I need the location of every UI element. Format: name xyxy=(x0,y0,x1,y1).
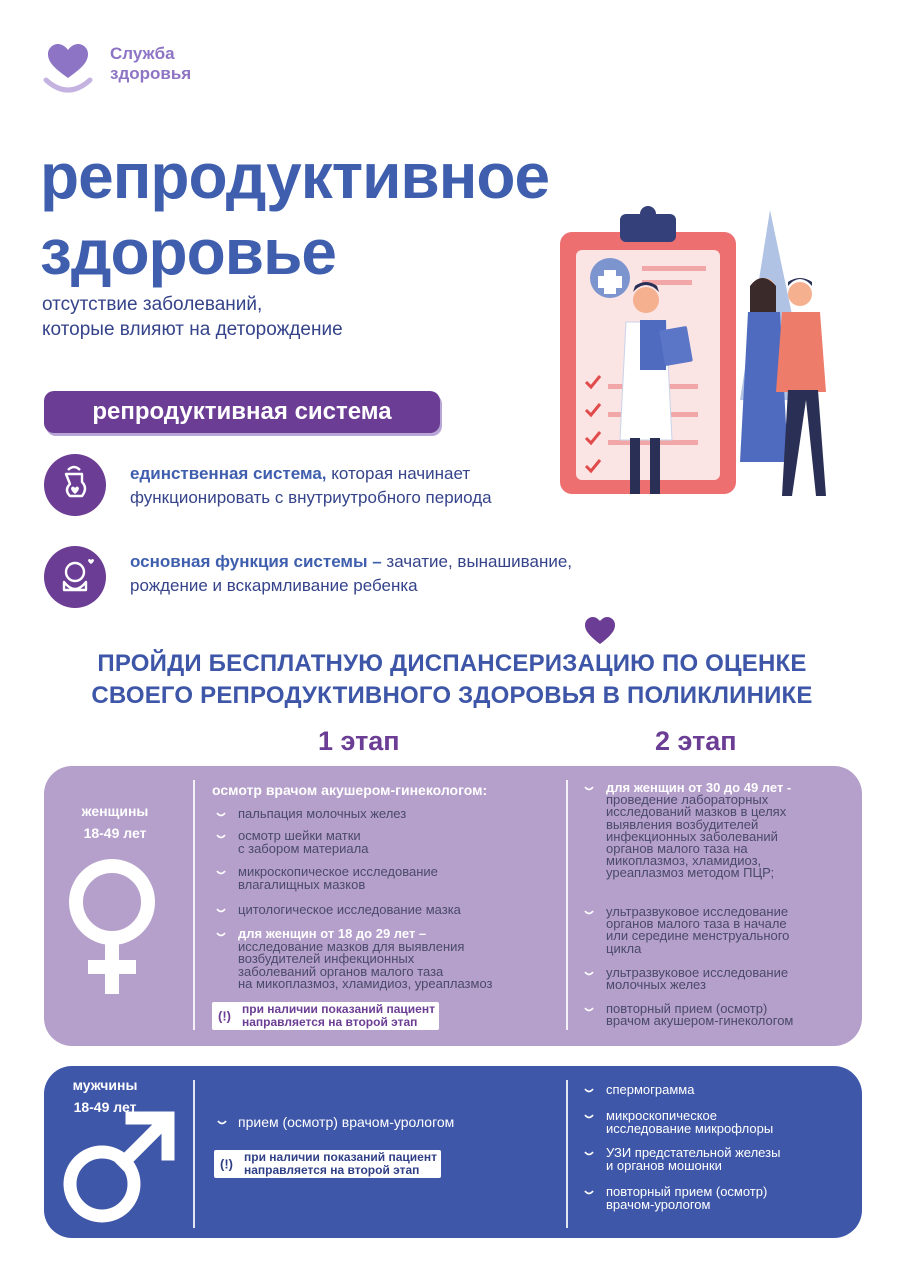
women-stage1-item-line: цитологическое исследование мазка xyxy=(238,902,461,917)
feature-2-rest: зачатие, вынашивание, xyxy=(381,552,573,571)
women-stage2-item-line: молочных желез xyxy=(606,977,706,993)
bullet-icon xyxy=(584,1007,594,1013)
women-stage2-item-line: органов малого таза в начале xyxy=(606,916,787,932)
feature-2-text xyxy=(130,550,572,598)
women-stage2-item xyxy=(606,906,789,955)
men-label-line2: 18-49 лет xyxy=(73,1099,137,1115)
men-divider-2 xyxy=(566,1080,568,1228)
men-note xyxy=(214,1150,441,1178)
women-label-line1: женщины xyxy=(81,803,149,819)
women-stage2-head-item-line: инфекционных заболеваний xyxy=(606,828,778,844)
women-stage1-item-line: влагалищных мазков xyxy=(238,876,366,892)
women-stage1-item xyxy=(238,808,406,821)
women-stage1-special xyxy=(238,928,492,991)
feature-1-rest: которая начинает xyxy=(326,464,471,483)
women-stage2-head-item xyxy=(606,782,791,880)
women-stage2-head-item-line: проведение лабораторных xyxy=(606,792,769,808)
bullet-icon xyxy=(216,870,226,876)
women-stage2-item-line: врачом акушером-гинекологом xyxy=(606,1013,794,1029)
women-stage1-item xyxy=(238,866,438,891)
men-stage2-item xyxy=(606,1084,694,1097)
female-symbol-icon xyxy=(64,856,160,996)
women-stage1-item xyxy=(238,904,461,917)
cta-heading xyxy=(0,648,904,712)
male-symbol-icon xyxy=(60,1110,176,1226)
men-stage1-item: прием (осмотр) врачом-урологом xyxy=(238,1114,455,1130)
subtitle xyxy=(42,292,343,342)
feature-1-text xyxy=(130,462,492,510)
feature-1-line2: функционировать с внутриутробного периода xyxy=(130,488,492,507)
bullet-icon xyxy=(584,1151,594,1157)
bullet-icon xyxy=(584,1190,594,1196)
men-stage2-item-line: повторный прием (осмотр) xyxy=(606,1184,768,1199)
bullet-icon xyxy=(584,971,594,977)
men-note-mark: (!) xyxy=(220,1156,233,1172)
bullet-icon xyxy=(584,786,594,792)
men-divider-1 xyxy=(193,1080,195,1228)
women-stage2-head-item-line: выявления возбудителей xyxy=(606,816,759,832)
bullet-icon xyxy=(584,1088,594,1094)
bullet-icon xyxy=(216,932,226,938)
women-divider-1 xyxy=(193,780,195,1030)
men-stage2-item-line: УЗИ предстательной железы xyxy=(606,1145,781,1160)
feature-2-bold: основная функция системы – xyxy=(130,552,382,571)
women-stage1-special-line: для женщин от 18 до 29 лет – xyxy=(238,926,427,941)
bullet-icon xyxy=(216,812,226,818)
women-stage2-item-line: или середине менструального xyxy=(606,928,790,944)
page-title xyxy=(40,138,549,290)
men-stage2-item xyxy=(606,1186,767,1211)
bullet-icon xyxy=(217,1120,227,1126)
women-stage2-item-line: ультразвуковое исследование xyxy=(606,965,789,980)
men-stage2-item-line: исследование микрофлоры xyxy=(606,1120,774,1136)
women-stage2-head-item-line: органов малого таза на xyxy=(606,841,748,857)
logo-line2: здоровья xyxy=(110,64,192,83)
stage-1-label: 1 этап xyxy=(318,726,400,756)
logo-line1: Служба xyxy=(110,44,175,63)
men-note-line1: при наличии показаний пациент xyxy=(244,1150,437,1164)
men-stage2-item-line: спермограмма xyxy=(606,1082,695,1097)
bullet-icon xyxy=(216,834,226,840)
logo-text xyxy=(110,44,191,84)
cta-line2: СВОЕГО РЕПРОДУКТИВНОГО ЗДОРОВЬЯ В ПОЛИКЛИНИКЕ xyxy=(91,682,813,709)
feature-1-bold: единственная система, xyxy=(130,464,327,483)
men-note-line2: направляется на второй этап xyxy=(244,1163,420,1177)
men-stage2-item-line: микроскопическое xyxy=(606,1108,718,1123)
women-stage2-item xyxy=(606,967,788,991)
women-label xyxy=(56,800,174,844)
women-note-line2: направляется на второй этап xyxy=(242,1015,418,1029)
men-stage2-item-line: и органов мошонки xyxy=(606,1157,722,1173)
subtitle-line2: которые влияют на деторождение xyxy=(42,319,343,340)
stage-2-label: 2 этап xyxy=(655,726,737,756)
women-note-line1: при наличии показаний пациент xyxy=(242,1002,435,1016)
baby-icon xyxy=(44,546,106,608)
women-label-line2: 18-49 лет xyxy=(83,825,147,841)
women-stage1-item-line: пальпация молочных желез xyxy=(238,806,407,821)
women-stage2-head-item-line: уреаплазмоз методом ПЦР; xyxy=(606,865,775,881)
women-stage2-item-line: повторный прием (осмотр) xyxy=(606,1001,768,1016)
subtitle-line1: отсутствие заболеваний, xyxy=(42,294,263,315)
women-note-mark: (!) xyxy=(218,1008,231,1024)
men-stage2-item xyxy=(606,1147,780,1172)
women-stage1-special-line: заболеваний органов малого таза xyxy=(238,963,444,979)
pregnant-woman-icon xyxy=(44,454,106,516)
women-stage1-item-line: микроскопическое исследование xyxy=(238,864,438,879)
feature-2-line2: рождение и вскармливание ребенка xyxy=(130,576,418,595)
women-stage1-item xyxy=(238,830,368,855)
women-stage2-head-item-line: для женщин от 30 до 49 лет - xyxy=(606,780,792,795)
women-stage1-special-line: возбудителей инфекционных xyxy=(238,951,415,966)
women-stage2-head-item-line: микоплазмоз, хламидиоз, xyxy=(606,853,762,869)
women-stage2-item-line: ультразвуковое исследование xyxy=(606,904,789,919)
bullet-icon xyxy=(216,908,226,914)
women-stage1-special-line: исследование мазков для выявления xyxy=(238,938,465,954)
women-stage1-item-line: с забором материала xyxy=(238,840,369,856)
bullet-icon xyxy=(584,1114,594,1120)
women-stage2-item xyxy=(606,1003,793,1027)
cta-line1: ПРОЙДИ БЕСПЛАТНУЮ ДИСПАНСЕРИЗАЦИЮ ПО ОЦЕНКЕ xyxy=(97,650,807,677)
men-stage2-item xyxy=(606,1110,773,1135)
women-divider-2 xyxy=(566,780,568,1030)
women-stage2-item-line: цикла xyxy=(606,940,642,956)
women-stage1-item-line: осмотр шейки матки xyxy=(238,828,361,843)
women-stage2-head-item-line: исследований мазков в целях xyxy=(606,804,787,820)
heart-icon xyxy=(583,616,617,646)
men-label-line1: мужчины xyxy=(72,1077,138,1093)
heart-logo-icon xyxy=(40,40,96,96)
bullet-icon xyxy=(584,910,594,916)
women-note xyxy=(212,1002,439,1030)
section-pill: репродуктивная система xyxy=(44,391,440,433)
title-line2: здоровье xyxy=(40,216,336,288)
women-stage1-special-line: на микоплазмоз, хламидиоз, уреаплазмоз xyxy=(238,976,493,991)
title-line1: репродуктивное xyxy=(40,140,550,212)
men-stage2-item-line: врачом-урологом xyxy=(606,1196,711,1212)
women-stage1-head: осмотр врачом акушером-гинекологом: xyxy=(212,782,488,798)
doctor-couple-illustration xyxy=(550,200,870,520)
